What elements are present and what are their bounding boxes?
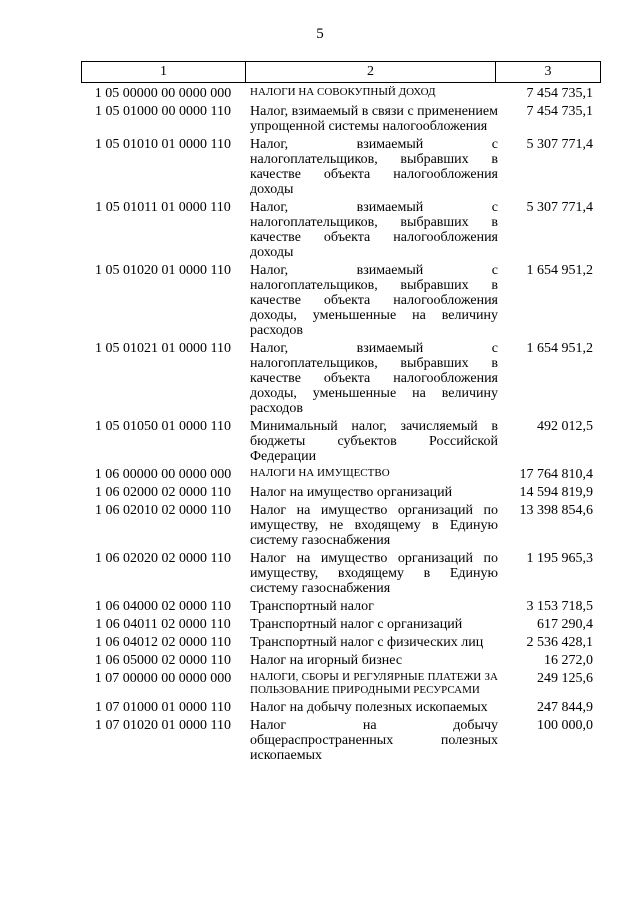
row-name: Транспортный налог с физических лиц — [250, 635, 484, 650]
row-amount: 1 195 965,3 — [526, 551, 593, 566]
row-amount: 1 654 951,2 — [526, 341, 593, 356]
table-row — [81, 86, 601, 101]
row-name: Транспортный налог — [250, 599, 374, 614]
column-header-name: 2 — [246, 62, 496, 82]
table-row — [81, 485, 601, 500]
row-code: 1 05 00000 00 0000 000 — [94, 86, 232, 101]
row-amount: 617 290,4 — [537, 617, 593, 632]
table-header — [81, 61, 601, 83]
row-name: Налог на добычу полезных ископаемых — [250, 700, 488, 715]
table-row — [81, 341, 601, 416]
table-row — [81, 599, 601, 614]
table-row — [81, 671, 601, 697]
row-code: 1 07 01020 01 0000 110 — [95, 718, 231, 733]
table-row — [81, 104, 601, 134]
table-row — [81, 263, 601, 338]
row-amount: 17 764 810,4 — [519, 467, 593, 482]
row-code: 1 06 04012 02 0000 110 — [95, 635, 231, 650]
row-amount: 16 272,0 — [544, 653, 593, 668]
row-name: Налог, взимаемый с налогоплательщиков, выбравших в качестве объекта налогообложения доходы, уменьшенные на величину расходов — [250, 263, 498, 338]
row-code: 1 07 01000 01 0000 110 — [95, 700, 231, 715]
row-code: 1 06 02000 02 0000 110 — [95, 485, 231, 500]
row-code: 1 06 04011 02 0000 110 — [95, 617, 231, 632]
row-amount: 7 454 735,1 — [526, 104, 593, 119]
column-header-code: 1 — [82, 62, 246, 82]
row-name: Минимальный налог, зачисляемый в бюджеты субъектов Российской Федерации — [250, 419, 498, 464]
row-name: Налог на имущество организаций по имуществу, не входящему в Единую систему газоснабжения — [250, 503, 498, 548]
table-row — [81, 653, 601, 668]
table-row — [81, 419, 601, 464]
row-amount: 247 844,9 — [537, 700, 593, 715]
page-number: 5 — [316, 26, 324, 42]
row-name: Налог на добычу общераспространенных полезных ископаемых — [250, 718, 498, 763]
table-row — [81, 718, 601, 763]
row-name: Налог на имущество организаций — [250, 485, 453, 500]
row-code: 1 05 01020 01 0000 110 — [95, 263, 231, 278]
row-code: 1 05 01050 01 0000 110 — [95, 419, 231, 434]
row-name: Налог на игорный бизнес — [250, 653, 403, 668]
row-code: 1 06 04000 02 0000 110 — [95, 599, 231, 614]
row-name: НАЛОГИ НА СОВОКУПНЫЙ ДОХОД — [250, 86, 436, 98]
row-amount: 7 454 735,1 — [526, 86, 593, 101]
row-name: Налог, взимаемый с налогоплательщиков, выбравших в качестве объекта налогообложения доходы — [250, 137, 498, 197]
row-code: 1 06 02020 02 0000 110 — [95, 551, 231, 566]
table-row — [81, 467, 601, 482]
table-row — [81, 700, 601, 715]
row-code: 1 05 01021 01 0000 110 — [95, 341, 231, 356]
table-row — [81, 503, 601, 548]
row-amount: 249 125,6 — [537, 671, 593, 686]
row-amount: 3 153 718,5 — [526, 599, 593, 614]
row-name: Транспортный налог с организаций — [250, 617, 463, 632]
row-code: 1 06 02010 02 0000 110 — [95, 503, 231, 518]
table-body — [81, 86, 601, 766]
table-row — [81, 200, 601, 260]
row-code: 1 05 01011 01 0000 110 — [95, 200, 231, 215]
row-amount: 5 307 771,4 — [526, 137, 593, 152]
row-name: Налог, взимаемый с налогоплательщиков, выбравших в качестве объекта налогообложения доходы — [250, 200, 498, 260]
table-row — [81, 617, 601, 632]
row-amount: 492 012,5 — [537, 419, 593, 434]
row-amount: 2 536 428,1 — [526, 635, 593, 650]
table-row — [81, 137, 601, 197]
row-amount: 100 000,0 — [537, 718, 593, 733]
table-row — [81, 551, 601, 596]
table-row — [81, 635, 601, 650]
row-name: Налог, взимаемый с налогоплательщиков, выбравших в качестве объекта налогообложения доходы, уменьшенные на величину расходов — [250, 341, 498, 416]
row-code: 1 07 00000 00 0000 000 — [94, 671, 232, 686]
row-code: 1 05 01010 01 0000 110 — [95, 137, 231, 152]
row-name: НАЛОГИ НА ИМУЩЕСТВО — [250, 467, 390, 479]
column-header-amount: 3 — [544, 64, 552, 79]
row-amount: 14 594 819,9 — [519, 485, 593, 500]
row-code: 1 06 00000 00 0000 000 — [94, 467, 232, 482]
row-amount: 1 654 951,2 — [526, 263, 593, 278]
row-amount: 5 307 771,4 — [526, 200, 593, 215]
row-name: Налог на имущество организаций по имуществу, входящему в Единую систему газоснабжения — [250, 551, 498, 596]
row-name: Налог, взимаемый в связи с применением упрощенной системы налогообложения — [250, 104, 498, 134]
row-code: 1 06 05000 02 0000 110 — [95, 653, 231, 668]
row-name: НАЛОГИ, СБОРЫ И РЕГУЛЯРНЫЕ ПЛАТЕЖИ ЗА ПОЛЬЗОВАНИЕ ПРИРОДНЫМИ РЕСУРСАМИ — [250, 671, 498, 696]
row-amount: 13 398 854,6 — [519, 503, 593, 518]
row-code: 1 05 01000 00 0000 110 — [95, 104, 231, 119]
